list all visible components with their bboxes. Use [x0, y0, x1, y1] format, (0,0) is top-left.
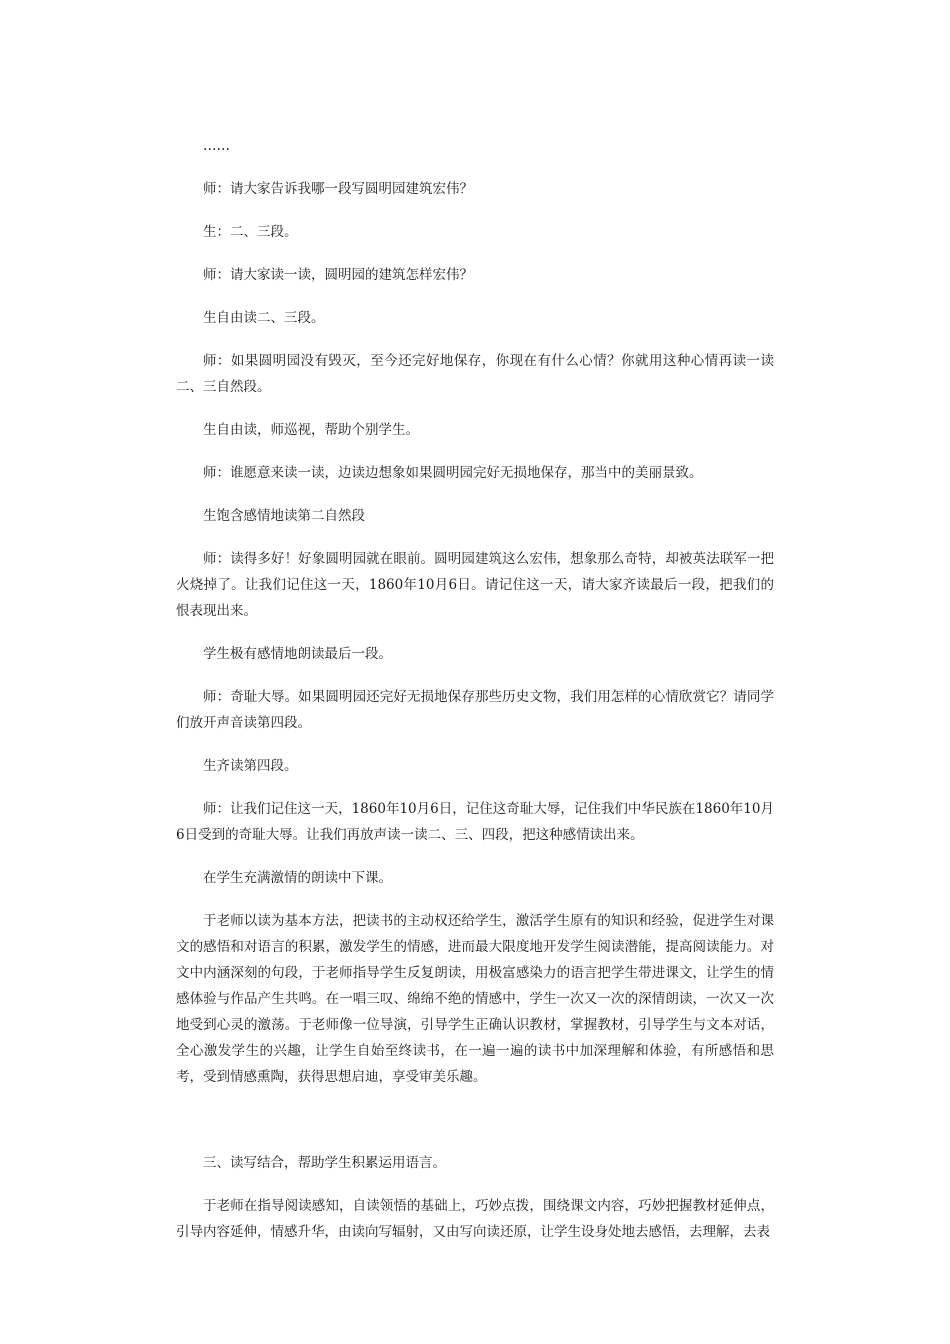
document-body: [176, 133, 774, 1262]
student-answer-1: 生：二、三段。: [203, 224, 298, 240]
teacher-speech-2: 师：奇耻大辱。如果圆明园还完好无损地保存那些历史文物，我们用怎样的心情欣赏它？请同学们放开声音读第四段。: [176, 689, 774, 731]
student-action-2: 生自由读，师巡视，帮助个别学生。: [203, 422, 419, 438]
student-action-3: 生饱含感情地读第二自然段: [203, 508, 365, 524]
lesson-end: 在学生充满激情的朗读中下课。: [203, 870, 392, 886]
commentary-paragraph: 于老师以读为基本方法，把读书的主动权还给学生，激活学生原有的知识和经验，促进学生对课文的感悟和对语言的积累，激发学生的情感，进而最大限度地开发学生阅读潜能，提高阅读能力。对文中内涵深刻的句段，于老师指导学生反复朗读，用极富感染力的语言把学生带进课文，让学生的情感体验与作品产生共鸣。在一唱三叹、绵绵不绝的情感中，学生一次又一次的深情朗读，一次又一次地受到心灵的激荡。于老师像一位导演，引导学生正确认识教材，掌握教材，引导学生与文本对话，全心激发学生的兴趣，让学生自始至终读书，在一遍一遍的读书中加深理解和体验，有所感悟和思考，受到情感熏陶，获得思想启迪，享受审美乐趣。: [176, 913, 774, 1085]
student-action-1: 生自由读二、三段。: [203, 310, 325, 326]
teacher-speech-1: 师：读得多好！好象圆明园就在眼前。圆明园建筑这么宏伟，想象那么奇特，却被英法联军一把火烧掉了。让我们记住这一天，1860年10月6日。请记住这一天，请大家齐读最后一段，把我们的恨表现出来。: [176, 551, 774, 619]
teacher-speech-3: 师：让我们记住这一天，1860年10月6日，记住这奇耻大辱，记住我们中华民族在1860年10月6日受到的奇耻大辱。让我们再放声读一读二、三、四段，把这种感情读出来。: [176, 801, 774, 843]
student-action-4: 学生极有感情地朗读最后一段。: [203, 646, 392, 662]
teacher-prompt-1: 师：谁愿意来读一读，边读边想象如果圆明园完好无损地保存，那当中的美丽景致。: [203, 465, 703, 481]
teacher-question-2: 师：请大家读一读，圆明园的建筑怎样宏伟？: [203, 267, 473, 283]
section-heading-3: 三、读写结合，帮助学生积累运用语言。: [203, 1155, 446, 1171]
teacher-question-1: 师：请大家告诉我哪一段写圆明园建筑宏伟？: [203, 181, 473, 197]
teacher-question-3: 师：如果圆明园没有毁灭，至今还完好地保存，你现在有什么心情？你就用这种心情再读一读二、三自然段。: [176, 353, 774, 395]
section-3-paragraph: 于老师在指导阅读感知，自读领悟的基础上，巧妙点拨，围绕课文内容，巧妙把握教材延伸点，引导内容延伸，情感升华，由读向写辐射，又由写向读还原，让学生设身处地去感悟，去理解，去表: [176, 1198, 774, 1240]
student-action-5: 生齐读第四段。: [203, 758, 298, 774]
ellipsis-paragraph: ……: [203, 138, 230, 154]
